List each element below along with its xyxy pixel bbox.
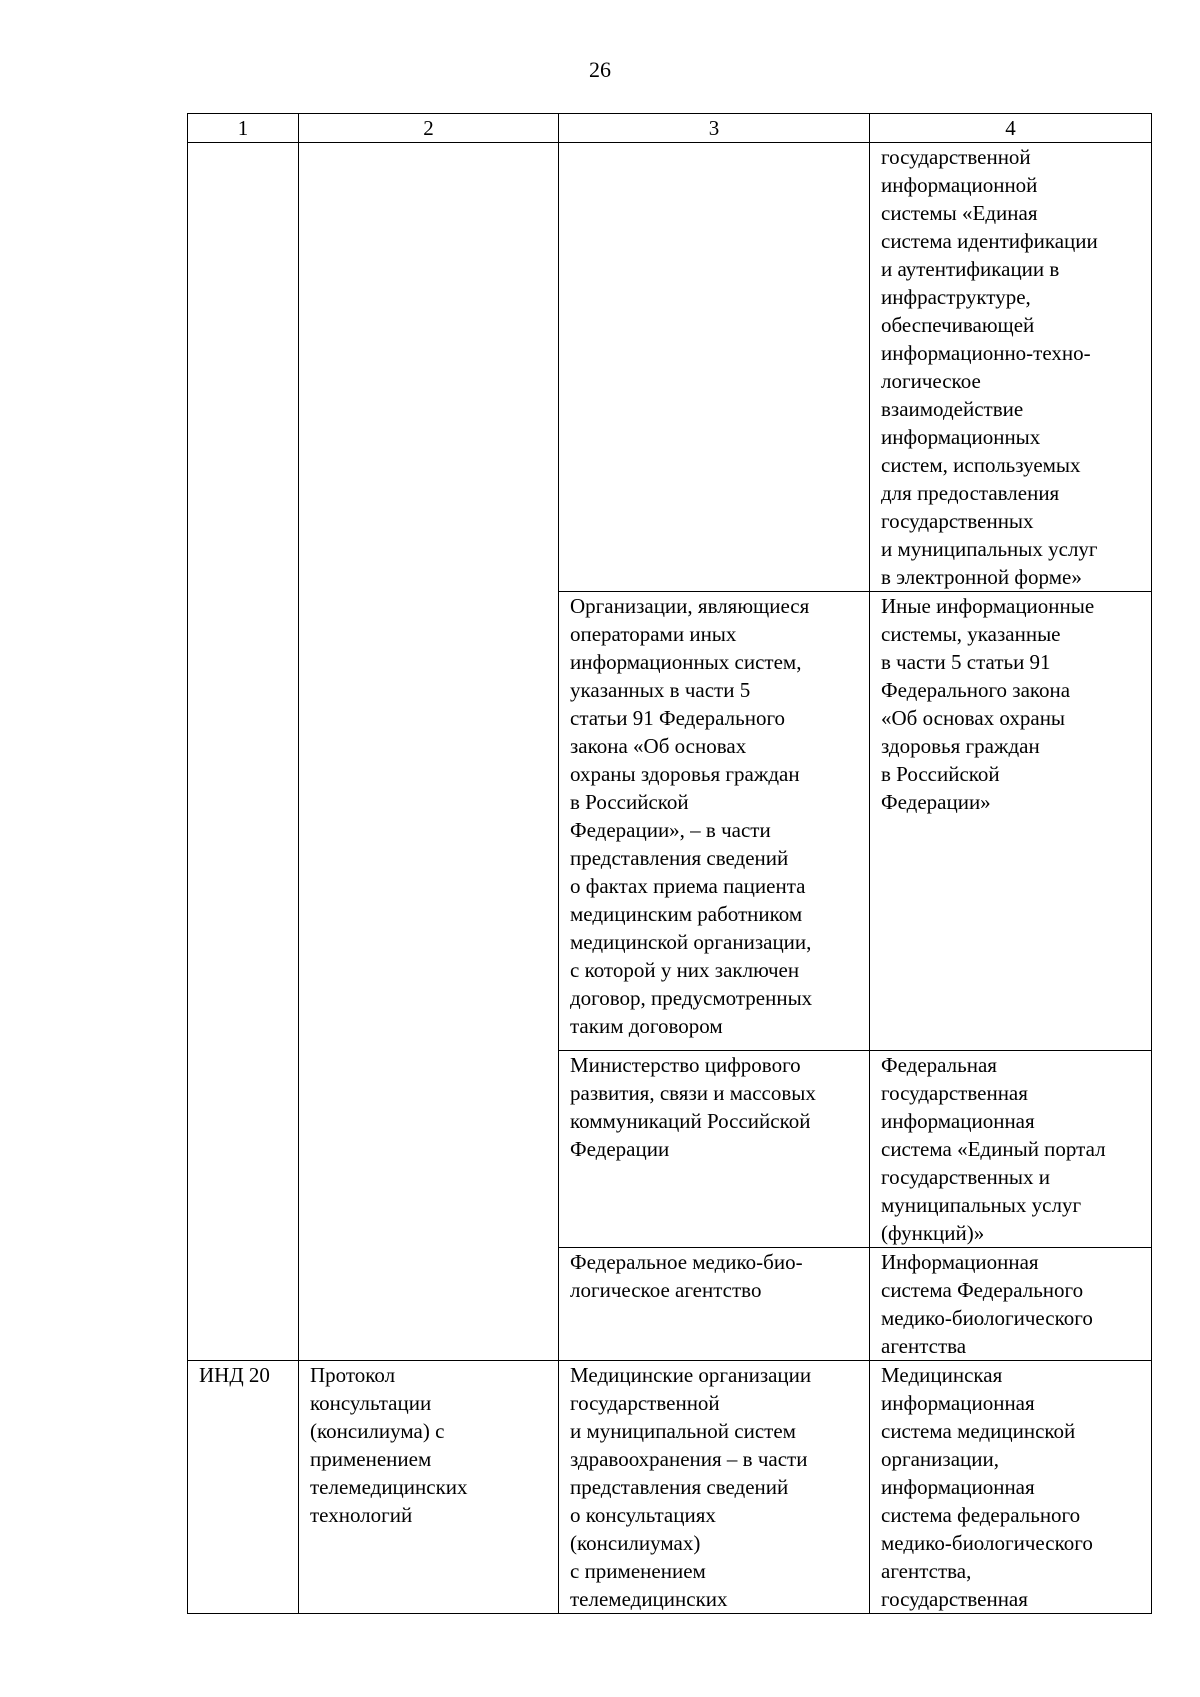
provider-cell: Министерство цифрового развития, связи и массовых коммуникаций Российской Федерации: [559, 1051, 870, 1248]
row-number-cell: [188, 143, 299, 1361]
info-system-cell: государственной информационной системы «Единая система идентификации и аутентификации в инфраструктуре, обеспечивающей информационно-техно- логическое взаимодействие информационных систем, используемых для предоставления государственных и муниципальных услуг в электронной форме»: [870, 143, 1152, 592]
column-header-4: 4: [870, 114, 1152, 143]
table-row: [188, 143, 1152, 592]
info-system-cell: Иные информационные системы, указанные в части 5 статьи 91 Федерального закона «Об основах охраны здоровья граждан в Российской Федерации»: [870, 592, 1152, 1051]
provider-cell: Организации, являющиеся операторами иных информационных систем, указанных в части 5 статьи 91 Федерального закона «Об основах охраны здоровья граждан в Российской Федерации», – в части представления сведений о фактах приема пациента медицинским работником медицинской организации, с которой у них заключен договор, предусмотренных таким договором: [559, 592, 870, 1051]
page-number: 26: [589, 57, 611, 82]
column-header-3: 3: [559, 114, 870, 143]
provider-cell: Медицинские организации государственной и муниципальной систем здравоохранения – в части представления сведений о консультациях (консилиумах) с применением телемедицинских: [559, 1361, 870, 1614]
document-table: [187, 113, 1152, 1614]
info-system-cell: Медицинская информационная система медицинской организации, информационная система федерального медико-биологического агентства, государственная: [870, 1361, 1152, 1614]
provider-cell: [559, 143, 870, 592]
info-system-cell: Информационная система Федерального медико-биологического агентства: [870, 1248, 1152, 1361]
table-row: [188, 1361, 1152, 1614]
column-header-1: 1: [188, 114, 299, 143]
document-name-cell: Протокол консультации (консилиума) с применением телемедицинских технологий: [299, 1361, 559, 1614]
row-number-cell: ИНД 20: [188, 1361, 299, 1614]
document-name-cell: [299, 143, 559, 1361]
column-header-2: 2: [299, 114, 559, 143]
table-header-row: [188, 114, 1152, 143]
provider-cell: Федеральное медико-био- логическое агентство: [559, 1248, 870, 1361]
info-system-cell: Федеральная государственная информационная система «Единый портал государственных и муниципальных услуг (функций)»: [870, 1051, 1152, 1248]
